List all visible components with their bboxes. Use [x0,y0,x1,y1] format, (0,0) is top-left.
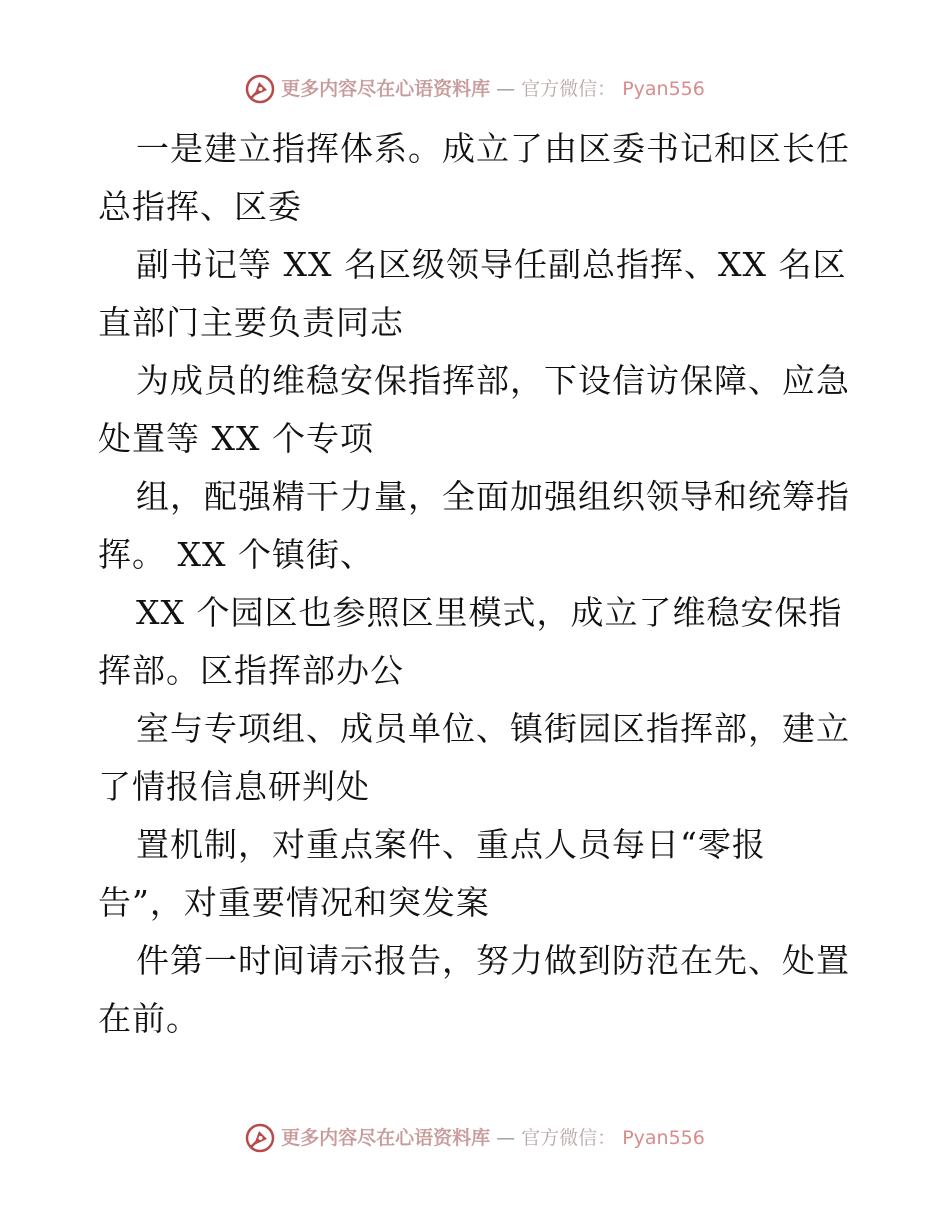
pen-nib-logo-icon [245,74,275,104]
paragraph-line: 组，配强精干力量，全面加强组织领导和统筹指 [136,477,850,516]
paragraph-line: 告”，对重要情况和突发案 [98,883,490,922]
paragraph-line: 直部门主要负责同志 [98,303,404,342]
watermark-wechat-label: 官方微信： [521,78,617,100]
pen-nib-logo-icon [245,1123,275,1153]
watermark-separator: — [496,1127,516,1149]
paragraph-line: 挥部。区指挥部办公 [98,651,404,690]
paragraph-line: 了情报信息研判处 [98,767,370,806]
paragraph-line: 在前。 [98,999,200,1038]
watermark-wechat-id: Pyan556 [622,78,705,100]
paragraph-line: 挥。 XX 个镇街、 [98,535,374,574]
paragraph-line: 置机制，对重点案件、重点人员每日“零报 [136,825,766,864]
paragraph-line: 一是建立指挥体系。成立了由区委书记和区长任 [136,129,850,168]
paragraph-line: XX 个园区也参照区里模式，成立了维稳安保指 [136,593,843,632]
watermark-separator: — [496,78,516,100]
paragraph-line: 室与专项组、成员单位、镇街园区指挥部，建立 [136,709,850,748]
watermark-site-name: 更多内容尽在心语资料库 [281,1127,491,1149]
paragraph-line: 副书记等 XX 名区级领导任副总指挥、XX 名区 [136,245,847,284]
document-body [98,120,858,1048]
header-watermark [0,74,950,104]
footer-watermark [0,1123,950,1153]
paragraph-line: 处置等 XX 个专项 [98,419,374,458]
paragraph-line: 总指挥、区委 [98,187,302,226]
paragraph-line: 为成员的维稳安保指挥部，下设信访保障、应急 [136,361,850,400]
paragraph-line: 件第一时间请示报告，努力做到防范在先、处置 [136,941,850,980]
watermark-wechat-label: 官方微信： [521,1127,617,1149]
watermark-site-name: 更多内容尽在心语资料库 [281,78,491,100]
watermark-wechat-id: Pyan556 [622,1127,705,1149]
